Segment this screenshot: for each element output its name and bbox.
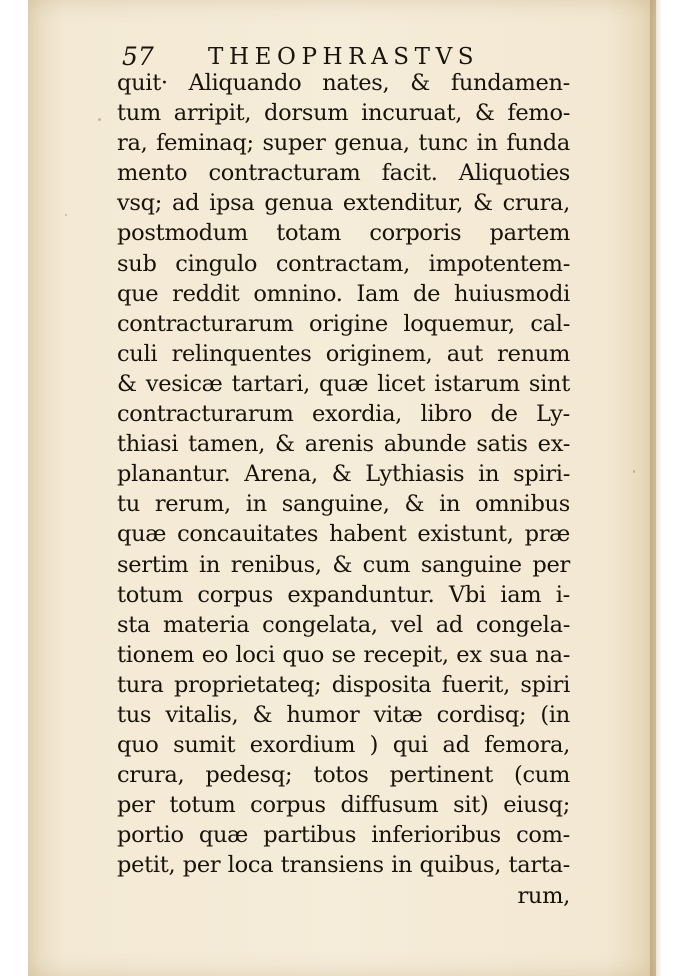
text-line: quo sumit exordium ) qui ad femora, (117, 732, 570, 759)
text-line: quæ concauitates habent existunt, præ (117, 521, 570, 548)
text-line: tus vitalis, & humor vitæ cordisq; (in (117, 701, 570, 728)
text-line: quit· Aliquando nates, & fundamen- (117, 70, 570, 96)
running-head: THEOPHRASTVS (208, 44, 480, 70)
text-line: crura, pedesq; totos pertinent (cum (117, 762, 570, 789)
text-line: portio quæ partibus inferioribus com- (117, 822, 570, 849)
text-line: & vesicæ tartari, quæ licet istarum sint (117, 370, 570, 397)
foxing-spot (98, 118, 101, 121)
text-line: culi relinquentes originem, aut renum (117, 340, 570, 367)
text-line: sub cingulo contractam, impotentem- (117, 250, 570, 277)
text-line: tura proprietateq; disposita fuerit, spiri (117, 671, 570, 698)
page-number: 57 (122, 42, 154, 71)
text-line: contracturarum origine loquemur, cal- (117, 310, 570, 337)
text-line: vsq; ad ipsa genua extenditur, & crura, (117, 190, 570, 217)
text-line: petit, per loca transiens in quibus, tarta- (117, 852, 570, 879)
text-line: que reddit omnino. Iam de huiusmodi (117, 280, 570, 307)
text-line: postmodum totam corporis partem (117, 220, 570, 247)
text-line: ra, feminaq; super genua, tunc in funda (117, 130, 570, 157)
text-line: mento contracturam facit. Aliquoties (117, 160, 570, 187)
text-line: tionem eo loci quo se recepit, ex sua na- (117, 641, 570, 668)
body-text (117, 68, 570, 911)
text-line: per totum corpus diffusum sit) eiusq; (117, 792, 570, 819)
text-line: contracturarum exordia, libro de Ly- (117, 401, 570, 428)
catchword: rum, (517, 882, 570, 909)
text-line: tu rerum, in sanguine, & in omnibus (117, 491, 570, 518)
text-line: planantur. Arena, & Lythiasis in spiri- (117, 461, 570, 488)
text-line: sta materia congelata, vel ad congela- (117, 611, 570, 638)
foxing-spot (633, 470, 635, 473)
text-line: totum corpus expanduntur. Vbi iam i- (117, 581, 570, 608)
text-line: tum arripit, dorsum incuruat, & femo- (117, 100, 570, 127)
text-line: thiasi tamen, & arenis abunde satis ex- (117, 431, 570, 458)
text-line: sertim in renibus, & cum sanguine per (117, 551, 570, 578)
page-edge-shadow (650, 0, 662, 976)
foxing-spot (65, 214, 67, 216)
